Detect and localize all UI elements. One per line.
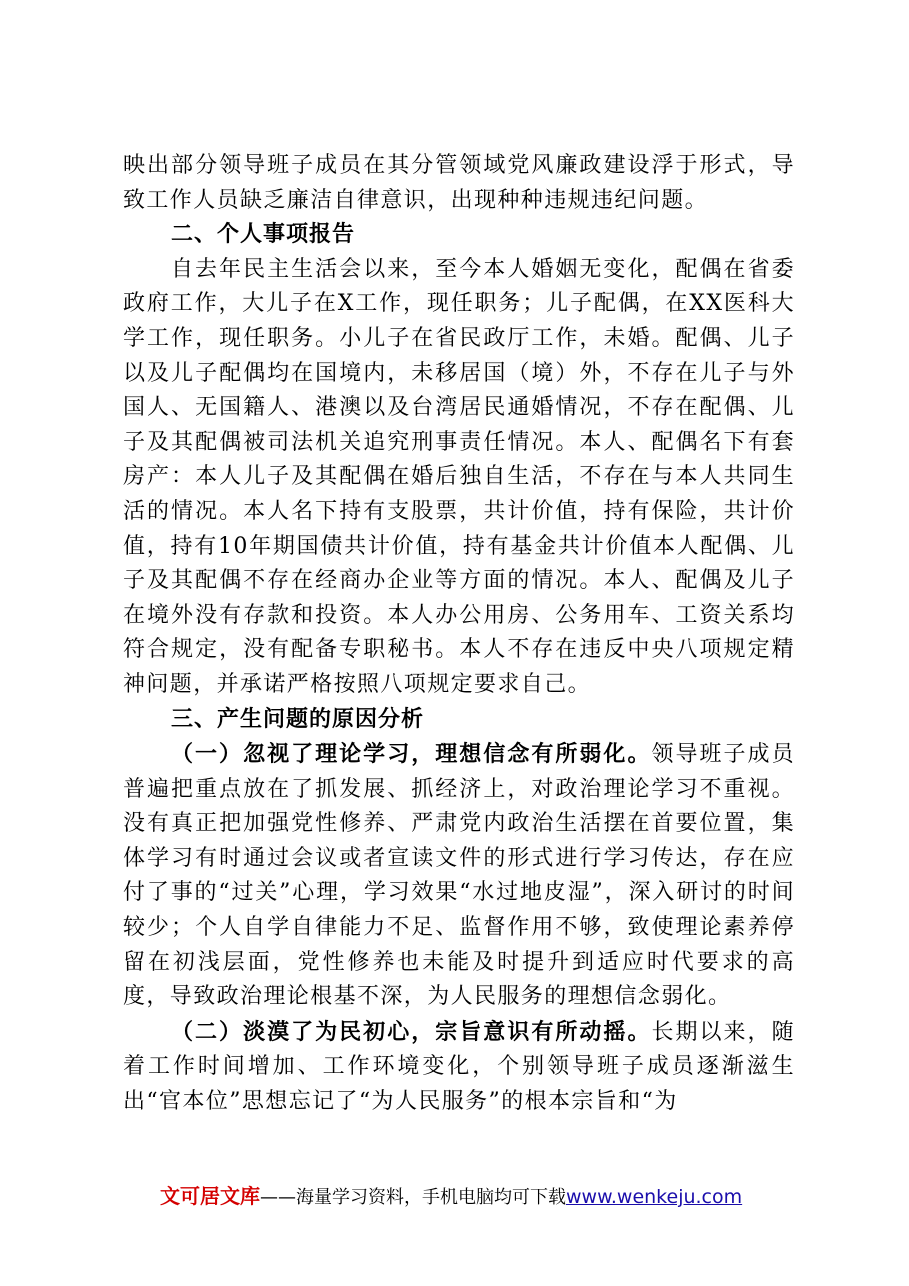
paragraph-cause-1-body: 领导班子成员普遍把重点放在了抓发展、抓经济上，对政治理论学习不重视。没有真正把加强党性修养、严肃党内政治生活摆在首要位置，集体学习有时通过会议或者宣读文件的形式进行学习传达，存在应付了事的“过关”心理，学习效果“水过地皮湿”，深入研讨的时间较少；个人自学自律能力不足、监督作用不够，致使理论素养停留在初浅层面，党性修养也未能及时提升到适应时代要求的高度，导致政治理论根基不深，为人民服务的理想信念弱化。 <box>123 742 795 1010</box>
footer-banner <box>160 1180 800 1209</box>
footer-slogan: ——海量学习资料，手机电脑均可下载 <box>260 1187 566 1208</box>
paragraph-cause-1-lead: （一）忽视了理论学习，理想信念有所弱化。 <box>171 741 652 768</box>
paragraph-cause-2 <box>123 1015 795 1120</box>
footer-link[interactable]: www.wenkeju.com <box>566 1186 743 1208</box>
paragraph-cause-2-body: 长期以来，随着工作时间增加、工作环境变化，个别领导班子成员逐渐滋生出“官本位”思想忘记了“为人民服务”的根本宗旨和“为 <box>123 1019 795 1115</box>
paragraph-continued: 映出部分领导班子成员在其分管领域党风廉政建设浮于形式，导致工作人员缺乏廉洁自律意识，出现种种违规违纪问题。 <box>123 153 795 213</box>
section-heading-2: 二、个人事项报告 <box>171 222 356 248</box>
paragraph-cause-2-lead: （二）淡漠了为民初心，宗旨意识有所动摇。 <box>171 1018 652 1045</box>
section-heading-3: 三、产生问题的原因分析 <box>171 706 425 732</box>
paragraph-cause-1 <box>123 737 795 1015</box>
paragraph-personal-matters: 自去年民主生活会以来，至今本人婚姻无变化，配偶在省委政府工作，大儿子在X工作，现任职务；儿子配偶，在XX医科大学工作，现任职务。小儿子在省民政厅工作，未婚。配偶、儿子以及儿子配偶均在国境内，未移居国（境）外，不存在儿子与外国人、无国籍人、港澳以及台湾居民通婚情况，不存在配偶、儿子及其配偶被司法机关追究刑事责任情况。本人、配偶名下有套房产：本人儿子及其配偶在婚后独自生活，不存在与本人共同生活的情况。本人名下持有支股票，共计价值，持有保险，共计价值，持有10年期国债共计价值，持有基金共计价值本人配偶、儿子及其配偶不存在经商办企业等方面的情况。本人、配偶及儿子在境外没有存款和投资。本人办公用房、公务用车、工资关系均符合规定，没有配备专职秘书。本人不存在违反中央八项规定精神问题，并承诺严格按照八项规定要求自己。 <box>123 256 795 697</box>
footer-brand: 文可居文库 <box>160 1184 260 1208</box>
document-body <box>123 149 795 1120</box>
